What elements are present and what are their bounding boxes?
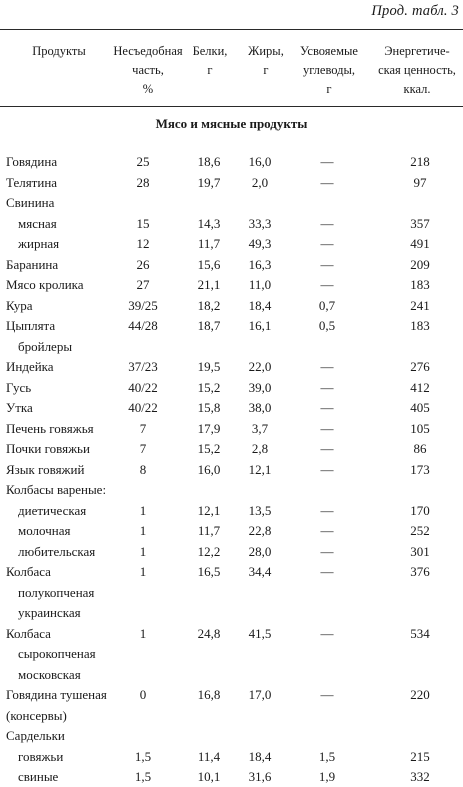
cell-fat: 3,7: [251, 420, 269, 436]
header-proteins-line: Белки,: [192, 44, 228, 58]
cell-product-name: Цыплята: [6, 318, 56, 333]
cell-inedible: 1: [139, 543, 147, 559]
header-energy-line: ская ценность,: [378, 63, 456, 77]
cell-product-name: Колбаса: [6, 564, 51, 579]
cell-protein: 19,5: [197, 359, 221, 374]
cell-energy: 209: [410, 256, 430, 272]
cell-energy: 183: [410, 277, 430, 292]
cell-product-name: Телятина: [6, 174, 58, 190]
cell-inedible: 7: [139, 420, 147, 436]
table-row: [0, 214, 463, 234]
header-proteins-line: г: [207, 63, 213, 77]
cell-fat: 22,8: [248, 523, 272, 538]
header-carbs-line: углеводы,: [302, 63, 356, 77]
cell-inedible: 1,5: [134, 769, 152, 784]
cell-fat: 2,8: [251, 441, 269, 456]
cell-inedible: 37/23: [128, 359, 158, 374]
cell-carbs: 1,9: [318, 769, 336, 784]
cell-energy: 405: [410, 400, 430, 415]
cell-inedible: 1: [139, 564, 147, 579]
header-carbs-line: Усвояемые: [300, 44, 358, 58]
cell-protein: 16,8: [197, 687, 221, 702]
cell-energy: 218: [410, 154, 430, 169]
cell-energy: 276: [410, 359, 430, 374]
table-row: [0, 193, 463, 213]
cell-carbs: —: [320, 154, 334, 169]
header-fats-line: Жиры,: [248, 44, 284, 58]
cell-energy: 183: [410, 318, 430, 333]
cell-product-name: Колбаса: [6, 625, 51, 641]
cell-protein: 11,7: [197, 523, 221, 538]
cell-inedible: 40/22: [128, 379, 158, 395]
cell-product-name: Печень говяжья: [6, 420, 94, 436]
cell-protein: 18,6: [197, 154, 221, 169]
cell-carbs: —: [320, 687, 334, 702]
cell-fat: 31,6: [248, 769, 272, 784]
table-row: [0, 583, 463, 603]
cell-energy: 534: [410, 625, 430, 641]
cell-energy: 357: [410, 215, 430, 231]
cell-protein: 12,2: [197, 543, 221, 559]
cell-product-name: говяжьи: [18, 748, 64, 764]
cell-fat: 41,5: [248, 625, 272, 641]
cell-fat: 18,4: [248, 748, 272, 764]
cell-carbs: —: [320, 215, 334, 231]
table-row: [0, 296, 463, 316]
cell-inedible: 1,5: [134, 748, 152, 764]
cell-carbs: —: [320, 523, 334, 538]
cell-carbs: —: [320, 359, 334, 374]
cell-protein: 14,3: [197, 215, 221, 231]
cell-product-name: диетическая: [18, 502, 87, 518]
cell-product-name: любительская: [18, 543, 96, 559]
cell-carbs: —: [320, 564, 334, 579]
cell-protein: 24,8: [197, 625, 221, 641]
cell-fat: 16,3: [248, 256, 272, 272]
cell-inedible: 7: [139, 441, 147, 456]
table-row: [0, 603, 463, 623]
table-row: [0, 419, 463, 439]
cell-product-name: украинская: [18, 605, 81, 620]
cell-protein: 15,2: [197, 379, 221, 395]
cell-carbs: —: [320, 400, 334, 415]
cell-product-name: (консервы): [6, 707, 67, 723]
cell-fat: 34,4: [248, 564, 272, 579]
header-energy-line: Энергетиче-: [384, 44, 450, 58]
section-title: Мясо и мясные продукты: [155, 116, 308, 131]
header-product-label: Продукты: [32, 44, 86, 58]
cell-fat: 22,0: [248, 359, 272, 374]
table-row: [0, 624, 463, 644]
cell-carbs: —: [320, 543, 334, 559]
table-row: [0, 644, 463, 664]
table-row: [0, 562, 463, 582]
table-row: [0, 255, 463, 275]
cell-energy: 170: [410, 502, 430, 518]
table-row: [0, 767, 463, 787]
cell-protein: 16,0: [197, 461, 221, 477]
table-row: [0, 706, 463, 726]
header-fats-line: г: [263, 63, 269, 77]
cell-protein: 11,4: [197, 748, 221, 764]
table-row: [0, 439, 463, 459]
cell-product-name: Баранина: [6, 256, 59, 272]
cell-inedible: 12: [136, 236, 150, 251]
cell-energy: 97: [413, 174, 427, 190]
cell-product-name: жирная: [18, 236, 60, 251]
cell-fat: 13,5: [248, 502, 272, 518]
cell-product-name: московская: [18, 666, 81, 682]
cell-carbs: —: [320, 625, 334, 641]
table-continuation-caption: Прод. табл. 3: [371, 3, 459, 19]
table-row: [0, 501, 463, 521]
cell-protein: 16,5: [197, 564, 221, 579]
cell-protein: 10,1: [197, 769, 221, 784]
cell-product-name: Индейка: [6, 359, 54, 374]
cell-protein: 15,6: [197, 256, 221, 272]
cell-carbs: 1,5: [318, 748, 336, 764]
cell-fat: 17,0: [248, 687, 272, 702]
cell-fat: 33,3: [248, 215, 272, 231]
table-row: [0, 726, 463, 746]
cell-inedible: 15: [136, 215, 150, 231]
cell-energy: 376: [410, 564, 430, 579]
cell-inedible: 25: [136, 154, 150, 169]
table-row: [0, 152, 463, 172]
cell-carbs: 0,7: [318, 297, 336, 313]
table-row: [0, 357, 463, 377]
cell-protein: 18,7: [197, 318, 221, 333]
cell-carbs: —: [320, 256, 334, 272]
table-row: [0, 747, 463, 767]
cell-protein: 11,7: [197, 236, 221, 251]
cell-fat: 49,3: [248, 236, 272, 251]
cell-protein: 21,1: [197, 277, 221, 292]
cell-carbs: —: [320, 461, 334, 477]
table-row: [0, 316, 463, 336]
header-inedible-line: часть,: [132, 63, 164, 77]
table-row: [0, 378, 463, 398]
cell-protein: 17,9: [197, 420, 221, 436]
table-row: [0, 275, 463, 295]
cell-product-name: свиные: [18, 769, 59, 784]
cell-energy: 491: [410, 236, 430, 251]
cell-fat: 12,1: [248, 461, 272, 477]
cell-product-name: Мясо кролика: [6, 277, 84, 292]
table-row: [0, 685, 463, 705]
cell-protein: 15,2: [197, 441, 221, 456]
cell-energy: 105: [410, 420, 430, 436]
cell-energy: 220: [410, 687, 430, 702]
cell-inedible: 1: [139, 523, 147, 538]
cell-inedible: 26: [136, 256, 150, 272]
cell-inedible: 44/28: [128, 318, 158, 333]
cell-protein: 15,8: [197, 400, 221, 415]
cell-product-name: бройлеры: [18, 338, 73, 354]
cell-energy: 173: [410, 461, 430, 477]
header-carbs-line: г: [326, 82, 332, 96]
cell-protein: 18,2: [197, 297, 221, 313]
cell-fat: 38,0: [248, 400, 272, 415]
cell-product-name: Свинина: [6, 195, 55, 210]
cell-protein: 12,1: [197, 502, 221, 518]
cell-product-name: сырокопченая: [18, 646, 96, 661]
cell-carbs: —: [320, 420, 334, 436]
header-inedible-line: %: [142, 82, 154, 96]
cell-fat: 39,0: [248, 379, 272, 395]
cell-energy: 86: [413, 441, 427, 456]
cell-energy: 301: [410, 543, 430, 559]
cell-energy: 241: [410, 297, 430, 313]
table-row: [0, 665, 463, 685]
cell-product-name: Колбасы вареные:: [6, 482, 107, 497]
cell-carbs: —: [320, 236, 334, 251]
cell-product-name: Говядина тушеная: [6, 687, 107, 702]
table-row: [0, 234, 463, 254]
cell-product-name: молочная: [18, 523, 71, 538]
cell-inedible: 0: [139, 687, 147, 702]
cell-product-name: полукопченая: [18, 584, 95, 600]
table-row: [0, 398, 463, 418]
cell-product-name: Язык говяжий: [6, 461, 85, 477]
table-row: [0, 480, 463, 500]
cell-carbs: —: [320, 174, 334, 190]
cell-carbs: 0,5: [318, 318, 336, 333]
cell-product-name: Говядина: [6, 154, 58, 169]
cell-product-name: Сардельки: [6, 728, 65, 743]
cell-product-name: мясная: [18, 215, 57, 231]
cell-protein: 19,7: [197, 174, 221, 190]
cell-carbs: —: [320, 441, 334, 456]
cell-fat: 18,4: [248, 297, 272, 313]
cell-carbs: —: [320, 502, 334, 518]
cell-fat: 11,0: [248, 277, 272, 292]
cell-inedible: 27: [136, 277, 150, 292]
cell-energy: 252: [410, 523, 430, 538]
table-row: [0, 337, 463, 357]
cell-carbs: —: [320, 379, 334, 395]
table-row: [0, 173, 463, 193]
cell-carbs: —: [320, 277, 334, 292]
table-row: [0, 521, 463, 541]
cell-product-name: Почки говяжьи: [6, 441, 90, 456]
cell-energy: 412: [410, 379, 430, 395]
cell-inedible: 28: [136, 174, 150, 190]
header-energy-line: ккал.: [403, 82, 431, 96]
table-row: [0, 460, 463, 480]
cell-fat: 2,0: [251, 174, 269, 190]
header-inedible-line: Несъедобная: [113, 44, 183, 58]
cell-product-name: Кура: [6, 297, 33, 313]
cell-fat: 16,1: [248, 318, 272, 333]
cell-energy: 332: [410, 769, 430, 784]
cell-fat: 28,0: [248, 543, 272, 559]
cell-inedible: 1: [139, 502, 147, 518]
cell-inedible: 1: [139, 625, 147, 641]
table-row: [0, 542, 463, 562]
cell-inedible: 8: [139, 461, 147, 477]
cell-energy: 215: [410, 748, 430, 764]
cell-product-name: Утка: [6, 400, 33, 415]
cell-fat: 16,0: [248, 154, 272, 169]
cell-product-name: Гусь: [6, 379, 32, 395]
cell-inedible: 40/22: [128, 400, 158, 415]
cell-inedible: 39/25: [128, 297, 158, 313]
